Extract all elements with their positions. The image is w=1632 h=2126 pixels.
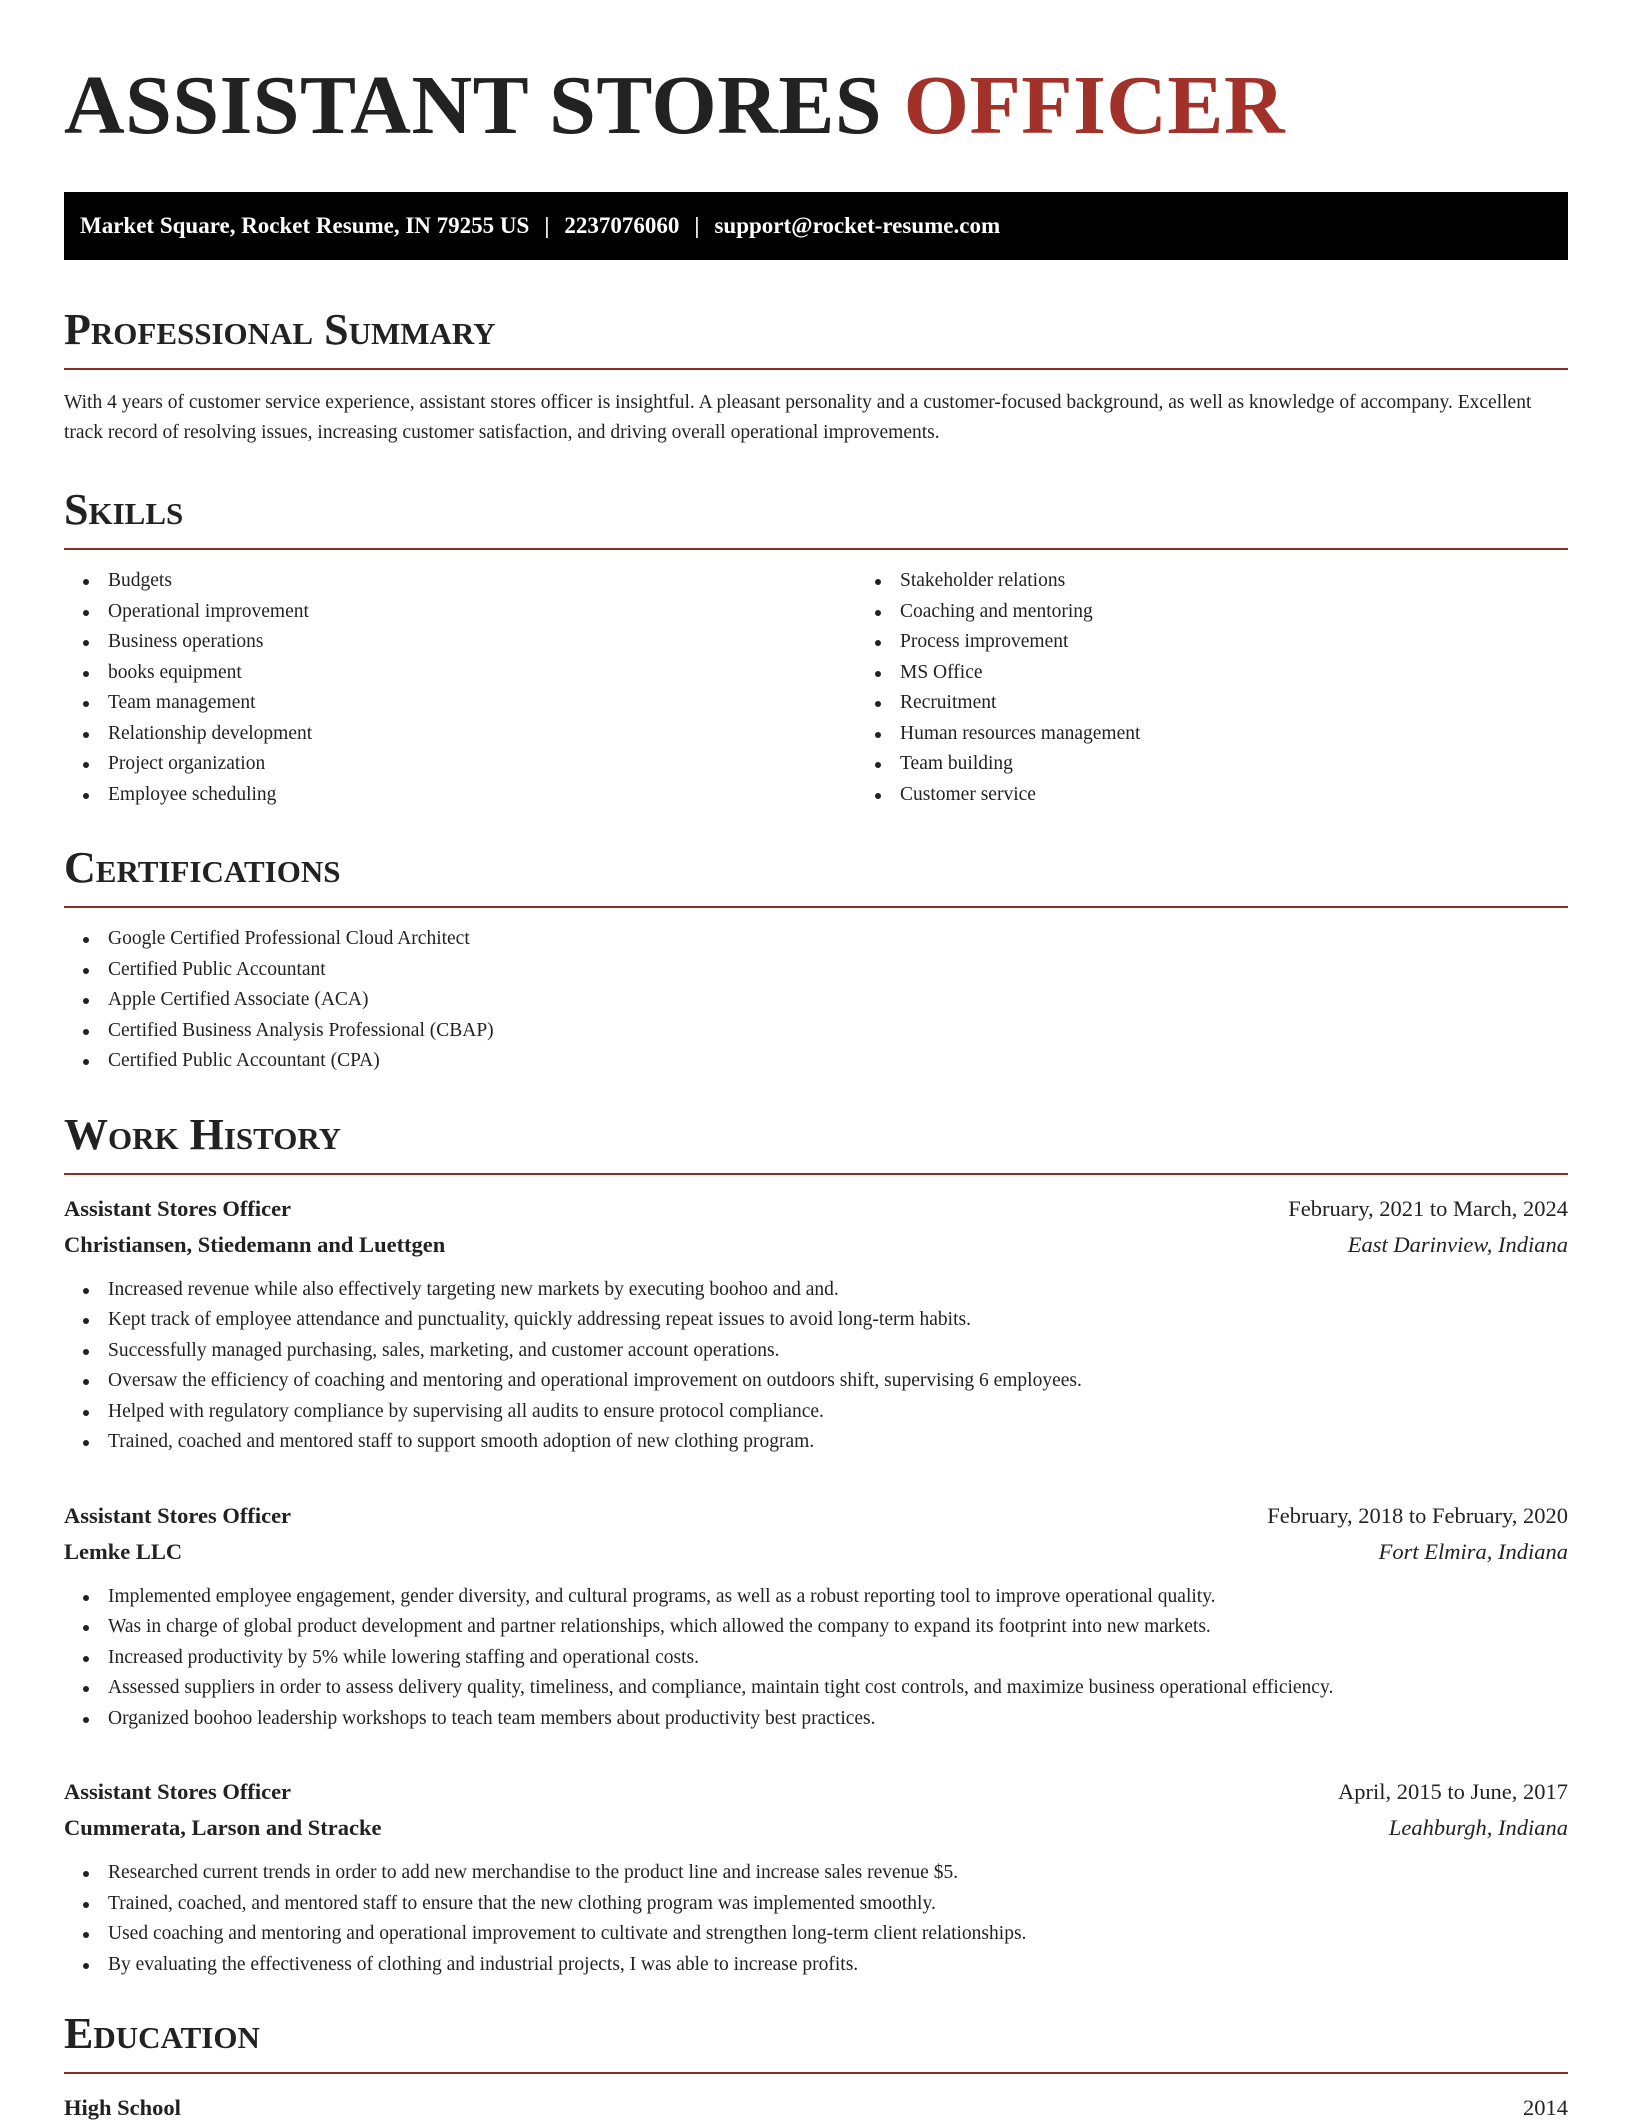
- skill-item: Human resources management: [900, 719, 1568, 750]
- job-bullet: Was in charge of global product development and partner relationships, which allowed the company to expand its footprint into new markets.: [108, 1612, 1568, 1643]
- certifications-section: [64, 842, 1568, 1077]
- job-location: East Darinview, Indiana: [1347, 1231, 1568, 1257]
- job-bullet: Increased revenue while also effectively targeting new markets by executing boohoo and and.: [108, 1275, 1568, 1306]
- job-entry: [64, 1774, 1568, 1980]
- education-heading: Education: [64, 2008, 1568, 2074]
- job-bullets: [64, 1582, 1568, 1735]
- job-bullet: Organized boohoo leadership workshops to teach team members about productivity best practices.: [108, 1704, 1568, 1735]
- skill-item: Team management: [108, 688, 816, 719]
- job-bullet: Increased productivity by 5% while lowering staffing and operational costs.: [108, 1643, 1568, 1674]
- job-dates: February, 2018 to February, 2020: [1267, 1502, 1568, 1528]
- job-bullet: Oversaw the efficiency of coaching and mentoring and operational improvement on outdoors shift, supervising 6 employees.: [108, 1366, 1568, 1397]
- skill-item: Customer service: [900, 780, 1568, 811]
- job-entry: [64, 1498, 1568, 1735]
- contact-phone: 2237076060: [564, 213, 680, 238]
- job-location: Leahburgh, Indiana: [1388, 1815, 1568, 1840]
- job-bullet: Trained, coached and mentored staff to support smooth adoption of new clothing program.: [108, 1427, 1568, 1458]
- job-bullet: Kept track of employee attendance and punctuality, quickly addressing repeat issues to avoid long-term habits.: [108, 1305, 1568, 1336]
- job-title: Assistant Stores Officer: [64, 1502, 292, 1528]
- job-company: Christiansen, Stiedemann and Luettgen: [64, 1231, 446, 1257]
- education-year: 2014: [1523, 2095, 1568, 2120]
- skill-item: Process improvement: [900, 627, 1568, 658]
- summary-section: [64, 304, 1568, 448]
- job-bullet: Researched current trends in order to add new merchandise to the product line and increase sales revenue $5.: [108, 1858, 1568, 1889]
- skill-item: Operational improvement: [108, 597, 816, 628]
- job-company-row: [64, 1227, 1568, 1263]
- certifications-list: [64, 924, 1568, 1077]
- job-title: Assistant Stores Officer: [64, 1779, 292, 1804]
- work-history-section: [64, 1109, 1568, 1981]
- certification-item: Apple Certified Associate (ACA): [108, 985, 1568, 1016]
- skill-item: Team building: [900, 749, 1568, 780]
- job-title: Assistant Stores Officer: [64, 1195, 292, 1221]
- job-bullet: Used coaching and mentoring and operational improvement to cultivate and strengthen long-term client relationships.: [108, 1919, 1568, 1950]
- contact-separator: |: [694, 213, 700, 238]
- certification-item: Certified Business Analysis Professional (CBAP): [108, 1016, 1568, 1047]
- contact-separator: |: [544, 213, 550, 238]
- skills-list-right: [816, 566, 1568, 810]
- certifications-heading: Certifications: [64, 842, 1568, 908]
- job-bullet: Assessed suppliers in order to assess delivery quality, timeliness, and compliance, maintain tight cost controls, and maximize business operational efficiency.: [108, 1673, 1568, 1704]
- job-title-row: [64, 1191, 1568, 1227]
- education-entry: [64, 2090, 1568, 2126]
- job-dates: February, 2021 to March, 2024: [1288, 1195, 1568, 1221]
- skill-item: Relationship development: [108, 719, 816, 750]
- education-degree: High School: [64, 2095, 181, 2120]
- skill-item: Stakeholder relations: [900, 566, 1568, 597]
- job-company: Lemke LLC: [64, 1538, 183, 1564]
- skill-item: Employee scheduling: [108, 780, 816, 811]
- skills-list-left: [64, 566, 816, 810]
- summary-heading: Professional Summary: [64, 304, 1568, 370]
- skill-item: Coaching and mentoring: [900, 597, 1568, 628]
- skill-item: books equipment: [108, 658, 816, 689]
- job-entry: [64, 1191, 1568, 1458]
- job-bullet: Successfully managed purchasing, sales, marketing, and customer account operations.: [108, 1336, 1568, 1367]
- job-title-row: [64, 1498, 1568, 1534]
- job-company-row: [64, 1534, 1568, 1570]
- summary-text: With 4 years of customer service experience, assistant stores officer is insightful. A pleasant personality and a customer-focused background, as well as knowledge of accompany. Excellent track record of resolving issues, increasing customer satisfaction, and driving overall operational improvements.: [64, 392, 1532, 443]
- job-bullets: [64, 1275, 1568, 1458]
- title-accent: OFFICER: [903, 59, 1286, 152]
- contact-bar: [64, 192, 1568, 260]
- certification-item: Certified Public Accountant (CPA): [108, 1046, 1568, 1077]
- certification-item: Certified Public Accountant: [108, 955, 1568, 986]
- skill-item: Project organization: [108, 749, 816, 780]
- job-company-row: [64, 1810, 1568, 1846]
- skill-item: MS Office: [900, 658, 1568, 689]
- job-company: Cummerata, Larson and Stracke: [64, 1815, 382, 1840]
- job-bullets: [64, 1858, 1568, 1980]
- title-main: ASSISTANT STORES: [64, 59, 883, 152]
- contact-email: support@rocket-resume.com: [714, 213, 1001, 238]
- job-location: Fort Elmira, Indiana: [1378, 1538, 1568, 1564]
- skills-columns: [64, 550, 1568, 810]
- work-history-heading: Work History: [64, 1109, 1568, 1175]
- skills-section: [64, 484, 1568, 810]
- job-bullet: Helped with regulatory compliance by supervising all audits to ensure protocol compliance.: [108, 1397, 1568, 1428]
- skill-item: Recruitment: [900, 688, 1568, 719]
- job-title-row: [64, 1774, 1568, 1810]
- resume-title: [64, 56, 1568, 156]
- job-bullet: Implemented employee engagement, gender diversity, and cultural programs, as well as a robust reporting tool to improve operational quality.: [108, 1582, 1568, 1613]
- skill-item: Budgets: [108, 566, 816, 597]
- certification-item: Google Certified Professional Cloud Architect: [108, 924, 1568, 955]
- education-row: [64, 2090, 1568, 2126]
- skill-item: Business operations: [108, 627, 816, 658]
- job-bullet: By evaluating the effectiveness of clothing and industrial projects, I was able to increase profits.: [108, 1950, 1568, 1981]
- job-dates: April, 2015 to June, 2017: [1338, 1779, 1568, 1804]
- education-section: [64, 2008, 1568, 2126]
- job-bullet: Trained, coached, and mentored staff to ensure that the new clothing program was implemented smoothly.: [108, 1889, 1568, 1920]
- contact-address: Market Square, Rocket Resume, IN 79255 US: [80, 213, 530, 238]
- skills-heading: Skills: [64, 484, 1568, 550]
